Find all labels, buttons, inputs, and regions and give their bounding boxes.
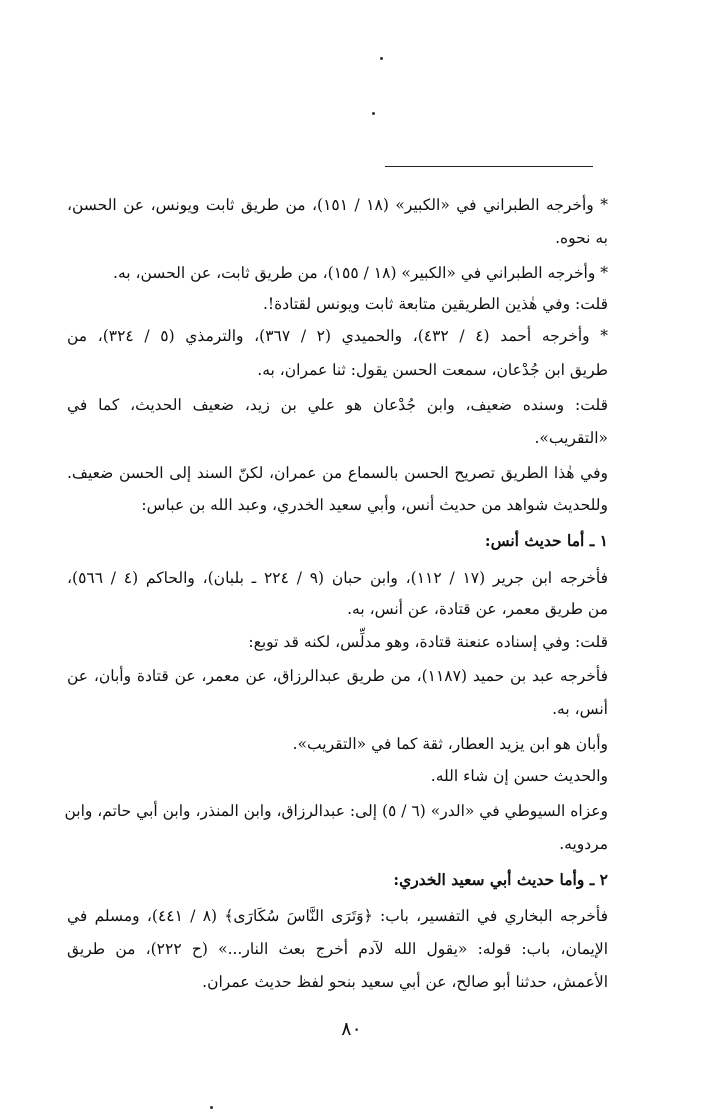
text-line: وفي هٰذا الطريق تصريح الحسن بالسماع من عمران، لكنّ السند إلى الحسن ضعيف.	[67, 464, 608, 482]
speck-mark	[210, 1106, 213, 1109]
text-line: الإيمان، باب: قوله: «يقول الله لآدم أخرج بعث النار...» (ح ٢٢٢)، من طريق	[67, 940, 608, 958]
text-line: فأخرجه ابن جرير (١٧ / ١١٢)، وابن حبان (٩ / ٢٢٤ ـ بلبان)، والحاكم (٤ / ٥٦٦)،	[67, 569, 609, 587]
text-line: طريق ابن جُدْعان، سمعت الحسن يقول: ثنا عمران، به.	[257, 361, 608, 379]
text-line: فأخرجه البخاري في التفسير، باب: ﴿وَتَرَى النَّاسَ سُكَارَى﴾ (٨ / ٤٤١)، ومسلم في	[67, 907, 609, 925]
text-line: * وأخرجه أحمد (٤ / ٤٣٢)، والحميدي (٢ / ٣٦٧)، والترمذي (٥ / ٣٢٤)، من	[67, 327, 609, 345]
text-line: أنس، به.	[552, 700, 608, 718]
text-line: * وأخرجه الطبراني في «الكبير» (١٨ / ١٥٥)، من طريق ثابت، عن الحسن، به.	[113, 264, 608, 282]
text-line: مردويه.	[559, 835, 608, 853]
text-line: الأعمش، حدثنا أبو صالح، عن أبي سعيد بنحو لفظ حديث عمران.	[202, 973, 608, 991]
speck-mark	[372, 112, 375, 115]
text-line: قلت: وفي إسناده عنعنة قتادة، وهو مدلِّس، لكنه قد توبع:	[248, 633, 608, 651]
section-heading: ١ ـ أما حديث أنس:	[484, 531, 608, 550]
text-line: قلت: وفي هٰذين الطريقين متابعة ثابت ويونس لقتادة!.	[262, 295, 608, 313]
text-line: قلت: وسنده ضعيف، وابن جُدْعان هو علي بن زيد، ضعيف الحديث، كما في	[67, 396, 608, 414]
page-number: ٨٠	[341, 1018, 362, 1040]
text-line: * وأخرجه الطبراني في «الكبير» (١٨ / ١٥١)، من طريق ثابت ويونس، عن الحسن،	[67, 196, 608, 214]
text-line: والحديث حسن إن شاء الله.	[430, 767, 608, 785]
section-heading: ٢ ـ وأما حديث أبي سعيد الخدري:	[393, 870, 608, 889]
text-line: وأبان هو ابن يزيد العطار، ثقة كما في «التقريب».	[292, 735, 608, 753]
text-line: وللحديث شواهد من حديث أنس، وأبي سعيد الخدري، وعبد الله بن عباس:	[141, 496, 608, 514]
text-line: به نحوه.	[555, 229, 608, 247]
footnote-separator	[385, 166, 593, 167]
text-line: وعزاه السيوطي في «الدر» (٦ / ٥) إلى: عبدالرزاق، وابن المنذر، وابن أبي حاتم، وابن	[64, 802, 608, 820]
text-line: «التقريب».	[534, 429, 608, 447]
speck-mark	[380, 57, 383, 60]
text-line: من طريق معمر، عن قتادة، عن أنس، به.	[347, 600, 608, 618]
text-line: فأخرجه عبد بن حميد (١١٨٧)، من طريق عبدالرزاق، عن معمر، عن قتادة وأبان، عن	[67, 667, 608, 685]
